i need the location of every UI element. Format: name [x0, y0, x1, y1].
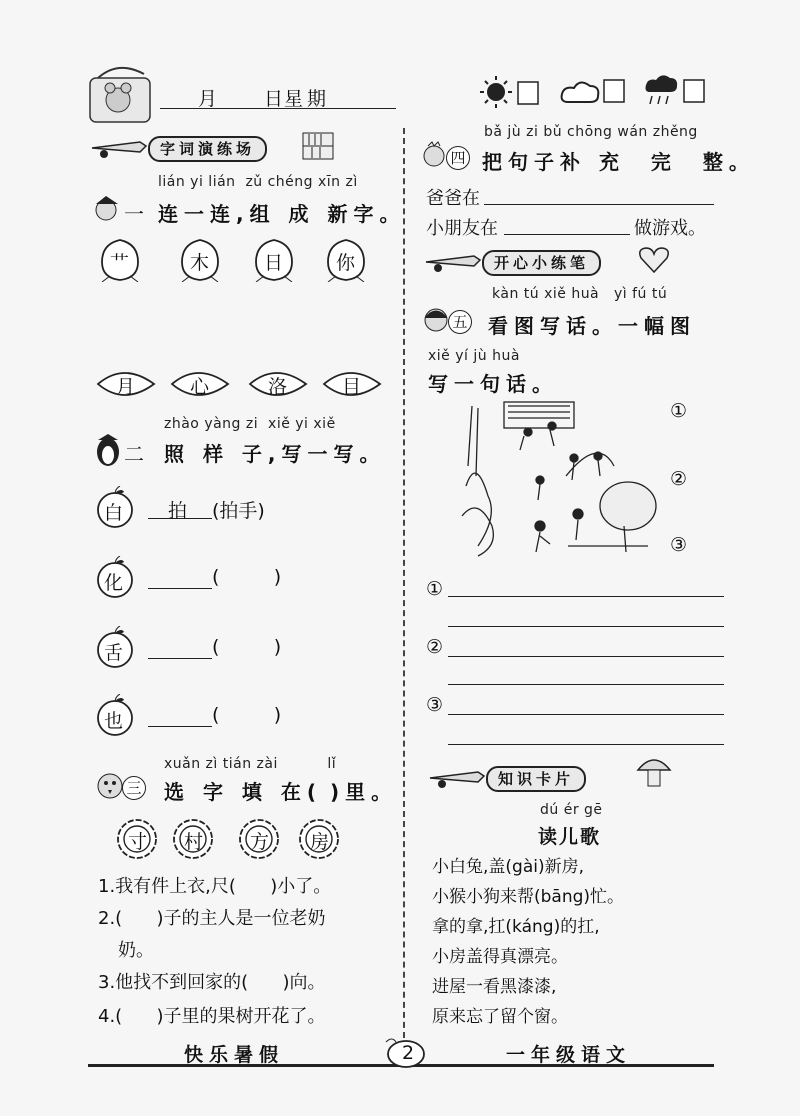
boy-icon — [92, 196, 126, 226]
s4-number: 四 — [446, 146, 470, 170]
s4-line2-label: 小朋友在 — [426, 218, 498, 239]
s5-pinyin: kàn tú xiě huà yì fú tú — [492, 286, 668, 302]
s2-title: 照 样 子,写一写。 — [164, 442, 386, 466]
peach-4[interactable]: 你 — [324, 236, 368, 282]
column-divider — [403, 128, 405, 1048]
header-cartoon-icon — [88, 64, 154, 124]
write-line-1a[interactable] — [448, 596, 724, 597]
s5-title: 看图写话。一幅图 — [488, 314, 696, 338]
weather-icons — [480, 74, 720, 110]
s2-paren-1[interactable]: (拍手) — [212, 500, 265, 522]
poem-line-4: 小房盖得真漂亮。 — [432, 947, 568, 967]
write-line-3b[interactable] — [448, 744, 724, 745]
s2-paren-4[interactable]: ( ) — [212, 704, 282, 726]
s5-title2: 写一句话。 — [428, 372, 558, 396]
apple-icon: 化 — [94, 556, 136, 598]
peach-2[interactable]: 木 — [178, 236, 222, 282]
poem-line-2: 小猴小狗来帮(bāng)忙。 — [432, 887, 625, 907]
s3-options — [116, 818, 356, 864]
s3-title-b: )里。 — [330, 780, 398, 804]
poem-line-6: 原来忘了留个窗。 — [432, 1007, 568, 1027]
poem-title: 读儿歌 — [538, 826, 602, 848]
mushroom-icon — [636, 752, 672, 788]
s2-pinyin: zhào yàng zi xiě yi xiě — [164, 416, 336, 432]
s4-pinyin: bǎ jù zi bǔ chōng wán zhěng — [484, 124, 698, 140]
s3-number: 三 — [122, 776, 146, 800]
s1-pinyin: lián yi lián zǔ chéng xīn zì — [158, 174, 358, 190]
penguin-icon — [92, 434, 126, 468]
s2-paren-2[interactable]: ( ) — [212, 566, 282, 588]
day-label: 日 — [264, 88, 284, 110]
leaf-2[interactable]: 心 — [168, 366, 232, 402]
cloud-icon — [562, 82, 599, 102]
apple-icon: 白 — [94, 486, 136, 528]
write-marker-3: ③ — [426, 694, 444, 716]
s2-row-3 — [94, 624, 394, 674]
banner-knowledge: 知识卡片 — [428, 764, 688, 790]
pencil-icon — [424, 248, 484, 274]
write-line-2a[interactable] — [448, 656, 724, 657]
s2-number: 二 — [124, 442, 144, 466]
s5-pinyin2: xiě yí jù huà — [428, 348, 520, 364]
rain-icon — [646, 75, 678, 104]
cloud-checkbox — [604, 80, 624, 102]
apple-icon: 舌 — [94, 626, 136, 668]
footer-left: 快乐暑假 — [184, 1044, 285, 1066]
marker-3: ③ — [670, 534, 688, 556]
s3-sentence-4: 4.( )子里的果树开花了。 — [98, 1006, 326, 1027]
poem-line-3: 拿的拿,扛(káng)的扛, — [432, 917, 600, 937]
poem-line-5: 进屋一看黑漆漆, — [432, 977, 557, 997]
apple-icon: 也 — [94, 694, 136, 736]
footer — [88, 1040, 714, 1080]
poem-pinyin: dú ér gē — [540, 802, 603, 818]
date-line — [160, 84, 400, 110]
s2-row-2 — [94, 554, 394, 604]
s2-rows — [94, 484, 394, 744]
flower-option-3[interactable]: 方 — [238, 818, 280, 860]
s2-row-1 — [94, 484, 394, 534]
playground-illustration — [458, 396, 674, 568]
heart-icon — [638, 246, 670, 274]
s2-row-4 — [94, 692, 394, 742]
leaf-1[interactable]: 月 — [94, 366, 158, 402]
s4-line1-label: 爸爸在 — [426, 188, 480, 209]
s2-word-1[interactable]: 拍 — [168, 500, 188, 522]
s5-writing-lines — [426, 574, 726, 754]
leaf-4[interactable]: 目 — [320, 366, 384, 402]
write-marker-1: ① — [426, 578, 444, 600]
marker-1: ① — [670, 400, 688, 422]
s3-pinyin: xuǎn zì tián zài lǐ — [164, 756, 337, 772]
peach-3[interactable]: 日 — [252, 236, 296, 282]
footer-right: 一年级语文 — [506, 1044, 632, 1066]
flower-option-2[interactable]: 村 — [172, 818, 214, 860]
s3-sentence-2: 2.( )子的主人是一位老奶 — [98, 908, 326, 929]
s4-line2-end: 做游戏。 — [634, 218, 706, 239]
write-marker-2: ② — [426, 636, 444, 658]
s4-title: 把句子补 充 完 整。 — [482, 150, 755, 174]
s3-sentence-1: 1.我有件上衣,尺( )小了。 — [98, 876, 332, 897]
s4-line2-blank[interactable] — [504, 234, 630, 235]
write-line-2b[interactable] — [448, 684, 724, 685]
weekday-label: 星期 — [284, 88, 331, 110]
page-number: 2 — [402, 1042, 415, 1064]
write-line-1b[interactable] — [448, 626, 724, 627]
leaf-3[interactable]: 洛 — [246, 366, 310, 402]
rain-checkbox — [684, 80, 704, 102]
s2-paren-3[interactable]: ( ) — [212, 636, 282, 658]
s3-title-a: 选 字 填 在( — [164, 780, 323, 804]
rooster-icon — [420, 140, 448, 170]
s1-number: 一 — [124, 202, 144, 226]
pencil-icon — [90, 134, 150, 160]
month-label: 月 — [198, 88, 218, 110]
banner-writing: 开心小练笔 — [424, 248, 684, 274]
marker-2: ② — [670, 468, 688, 490]
poem-line-1: 小白兔,盖(gài)新房, — [432, 857, 585, 877]
s5-number: 五 — [448, 310, 472, 334]
peach-row — [98, 236, 378, 296]
sun-checkbox — [518, 82, 538, 104]
bookshelf-icon — [302, 132, 334, 160]
banner-vocabulary: 字词演练场 — [90, 134, 350, 160]
write-line-3a[interactable] — [448, 714, 724, 715]
flower-option-1[interactable]: 寸 — [116, 818, 158, 860]
s3-sentence-3: 3.他找不到回家的( )向。 — [98, 972, 326, 993]
s4-line1-blank[interactable] — [484, 204, 714, 205]
s1-title: 连一连,组 成 新字。 — [158, 202, 406, 226]
flower-option-4[interactable]: 房 — [298, 818, 340, 860]
peach-1[interactable]: 艹 — [98, 236, 142, 282]
sun-icon — [480, 76, 512, 108]
s3-sentence-2-cont: 奶。 — [118, 940, 154, 961]
leaf-row — [94, 366, 394, 406]
pencil-icon — [428, 764, 488, 790]
